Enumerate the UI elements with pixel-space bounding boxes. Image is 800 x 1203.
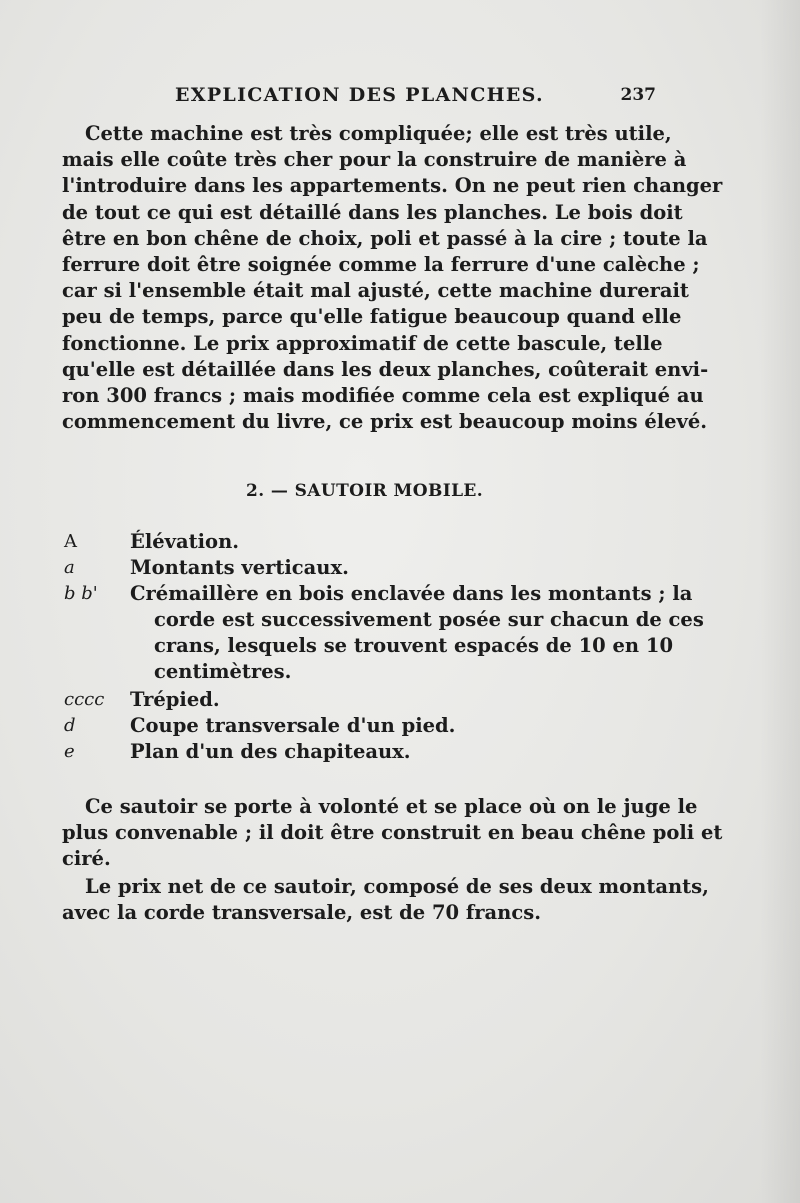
legend-key: d [64, 715, 76, 736]
legend-line: Crémaillère en bois enclavée dans les montants ; la [130, 582, 693, 605]
legend-key: A [64, 531, 77, 552]
page-edge-shadow [760, 0, 800, 1203]
paragraph-line: être en bon chêne de choix, poli et passé à la cire ; toute la [62, 226, 708, 250]
paragraph-line: fonctionne. Le prix approximatif de cette bascule, telle [62, 331, 663, 355]
paragraph-line: peu de temps, parce qu'elle fatigue beaucoup quand elle [62, 305, 682, 329]
paragraph-machine-description [62, 121, 723, 435]
legend-line: Coupe transversale d'un pied. [130, 714, 456, 737]
legend-line: centimètres. [154, 660, 292, 683]
legend-key: e [64, 741, 75, 762]
paragraph-line: avec la corde transversale, est de 70 francs. [62, 901, 541, 925]
paragraph-line: Ce sautoir se porte à volonté et se place où on le juge le [85, 795, 698, 818]
legend-description [130, 739, 660, 765]
legend-item [64, 529, 660, 555]
legend-description [130, 581, 704, 685]
paragraph-line: ferrure doit être soignée comme la ferrure d'une calèche ; [62, 253, 700, 277]
legend-item [64, 739, 660, 765]
legend-item [64, 581, 704, 685]
running-header [60, 84, 656, 110]
legend-line: Élévation. [130, 530, 240, 553]
legend-item [64, 713, 660, 739]
page-number: 237 [620, 85, 656, 105]
legend-item [64, 687, 660, 713]
paragraph-line: Cette machine est très compliquée; elle est très utile, [85, 122, 672, 145]
paragraph-sautoir-price [62, 874, 709, 926]
paragraph-line: car si l'ensemble était mal ajusté, cette machine durerait [62, 279, 689, 303]
legend-description [130, 555, 660, 581]
plate-legend [64, 529, 704, 765]
legend-key: b b' [64, 583, 98, 604]
legend-line: Trépied. [130, 688, 220, 711]
legend-key: a [64, 557, 75, 578]
paragraph-line: commencement du livre, ce prix est beaucoup moins élevé. [62, 410, 708, 434]
paragraph-line: ciré. [62, 847, 111, 871]
section-heading: 2. — SAUTOIR MOBILE. [246, 481, 484, 501]
paragraph-line: mais elle coûte très cher pour la construire de manière à [62, 148, 687, 172]
legend-item [64, 555, 660, 581]
paragraph-line: l'introduire dans les appartements. On ne peut rien changer [62, 174, 723, 198]
legend-line: Plan d'un des chapiteaux. [130, 740, 411, 763]
legend-description [130, 529, 660, 555]
paragraph-line: de tout ce qui est détaillé dans les planches. Le bois doit [62, 200, 683, 224]
legend-line: corde est successivement posée sur chacun de ces [154, 608, 704, 631]
header-title: EXPLICATION DES PLANCHES. [175, 84, 544, 106]
legend-description [130, 687, 660, 713]
legend-key: cccc [64, 689, 105, 710]
paragraph-line: ron 300 francs ; mais modifiée comme cela est expliqué au [62, 384, 704, 408]
paragraph-sautoir-usage [62, 794, 723, 873]
paragraph-line: Le prix net de ce sautoir, composé de ses deux montants, [85, 875, 709, 898]
legend-line: Montants verticaux. [130, 556, 349, 579]
legend-description [130, 713, 660, 739]
legend-line: crans, lesquels se trouvent espacés de 10 en 10 [154, 634, 674, 657]
paragraph-line: plus convenable ; il doit être construit en beau chêne poli et [62, 821, 723, 845]
paragraph-line: qu'elle est détaillée dans les deux planches, coûterait envi- [62, 357, 709, 381]
